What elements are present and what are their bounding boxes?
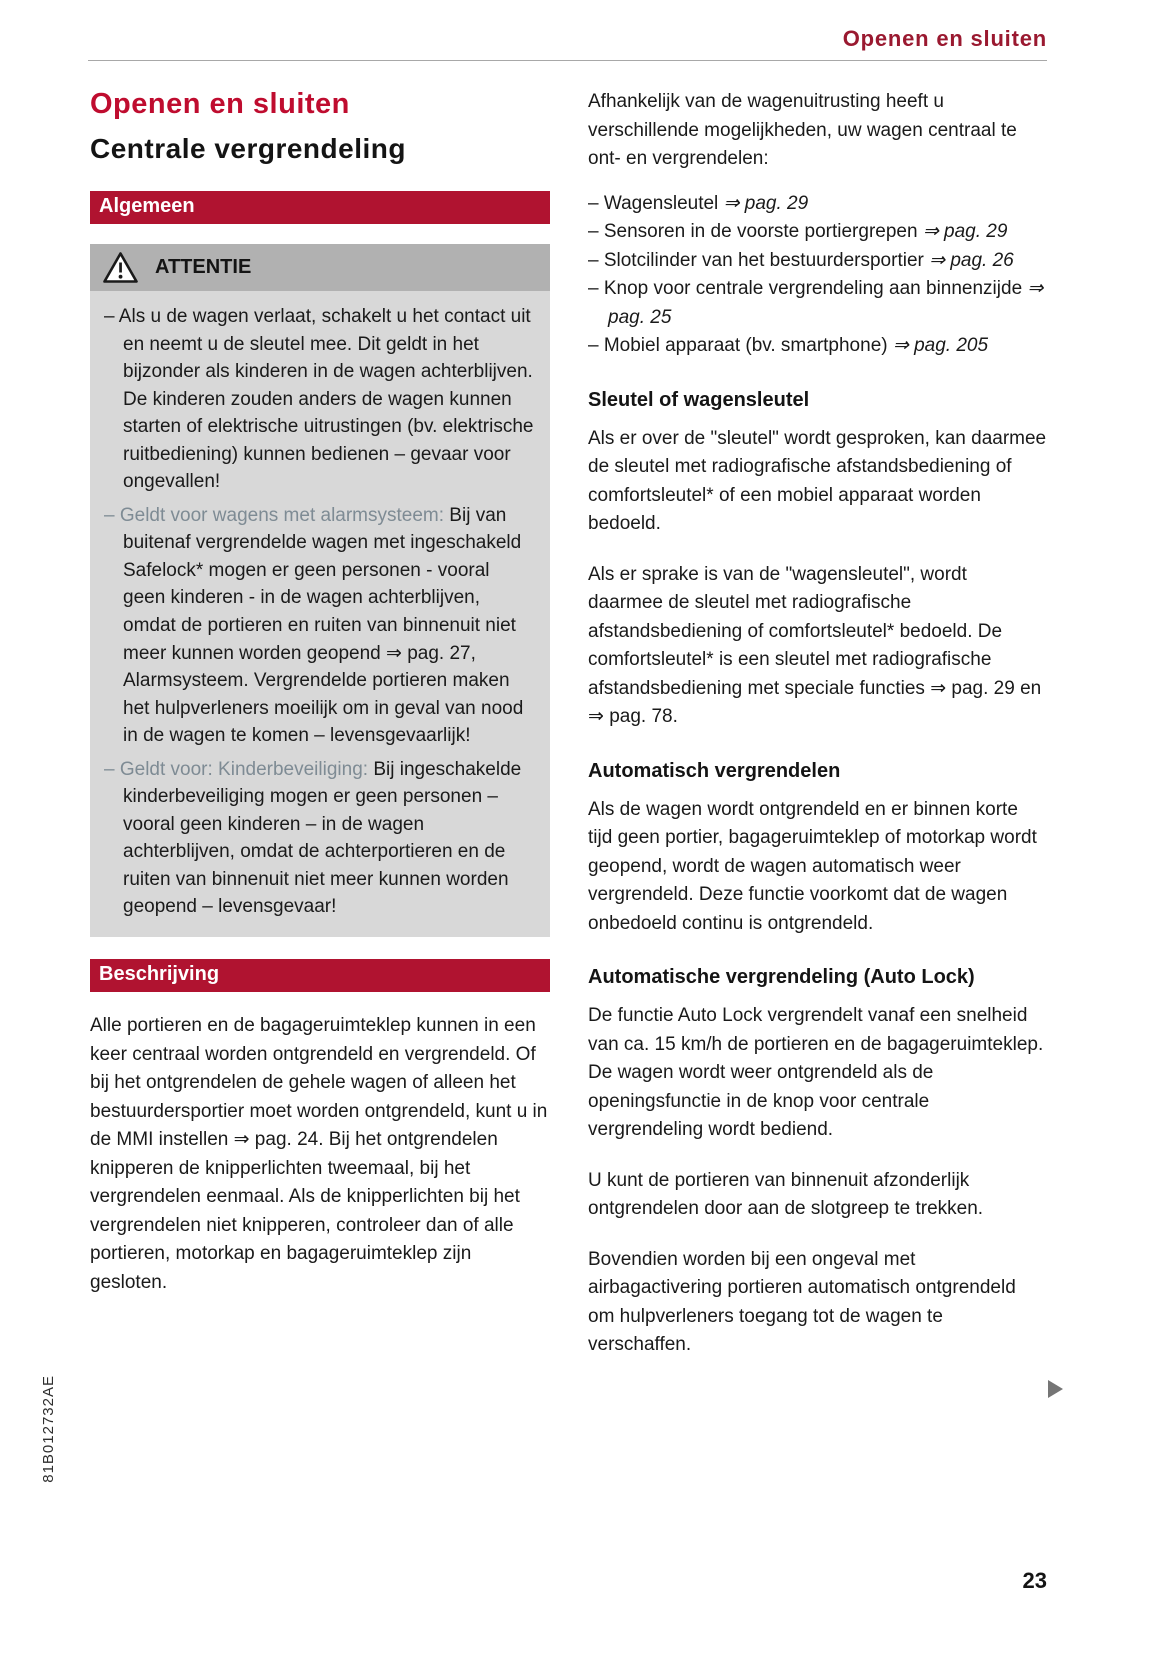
banner-algemeen: Algemeen [90,191,550,224]
section-title: Centrale vergrendeling [90,133,406,164]
list-item [588,332,1047,361]
list-item [588,218,1047,247]
description-paragraph: Alle portieren en de bagageruimteklep kunnen in een keer centraal worden ontgrendeld en vergrendeld. Of bij het ontgrendelen de gehele wagen of alleen het bestuurdersportier moet worden ontgrendeld, kunt u in de MMI instellen ⇒ pag. 24. Bij het ontgrendelen knipperen de knipperlichten tweemaal, bij het vergrendelen eenmaal. Als de knipperlichten bij het vergrendelen niet knipperen, controleer dan of alle portieren, motorkap en bagageruimteklep zijn gesloten. [90,1015,548,1293]
list-item-label: – Slotcilinder van het bestuurdersportier [588,249,924,271]
left-column [90,88,550,1382]
attention-bullet [104,756,534,921]
paragraph: Bovendien worden bij een ongeval met airbagactivering portieren automatisch ontgrendeld om hulpverleners toegang tot de wagen te verschaffen. [588,1248,1016,1355]
intro-paragraph: Afhankelijk van de wagenuitrusting heeft u verschillende mogelijkheden, uw wagen centraal te ont- en vergrendelen: [588,91,1017,169]
continuation-arrow-icon [1048,1380,1063,1398]
bullet-lead: – Geldt voor wagens met alarmsysteem: [104,504,445,526]
attention-body [90,291,550,937]
page-reference: ⇒ pag. 25 [608,278,1044,328]
subheading-auto-lock: Automatische vergrendeling (Auto Lock) [588,966,975,988]
list-item-label: – Mobiel apparaat (bv. smartphone) [588,335,888,356]
list-item-label: – Knop voor centrale vergrendeling aan binnenzijde [588,278,1023,299]
page-reference: ⇒ pag. 29 [922,221,1008,242]
header-divider [88,60,1047,61]
page-reference: ⇒ pag. 205 [892,335,989,356]
running-header: Openen en sluiten [842,26,1047,51]
list-item-label: – Wagensleutel [588,192,719,214]
bullet-text: Bij van buitenaf vergrendelde wagen met ingeschakeld Safelock* mogen er geen personen - vooral geen kinderen - in de wagen achterblijven, omdat de portieren en ruiten van binnenuit niet meer kunnen worden geopend ⇒ pag. 27, Alarmsysteem. Vergrendelde portieren maken het hulpverleners moeilijk om in geval van nood in de wagen te komen – levensgevaarlijk! [123,504,524,747]
warning-triangle-icon [102,251,139,284]
paragraph: Als de wagen wordt ontgrendeld en er binnen korte tijd geen portier, bagageruimteklep of motorkap wordt geopend, wordt de wagen automatisch weer vergrendeld. Deze functie voorkomt dat de wagen onbedoeld continu is ontgrendeld. [588,798,1037,934]
attention-box [90,244,550,937]
list-item-label: – Sensoren in de voorste portiergrepen [588,221,918,242]
document-code: 81B012732AE [40,1375,57,1483]
bullet-text: Bij ingeschakelde kinderbeveiliging mogen er geen personen – vooral geen kinderen – in de wagen achterblijven, omdat de achterportieren en de ruiten van binnenuit niet meer kunnen worden geopend – levensgevaar! [123,758,522,918]
bullet-text: – Als u de wagen verlaat, schakelt u het contact uit en neemt u de sleutel mee. Dit geldt in het bijzonder als kinderen in de wagen achterblijven. De kinderen zouden anders de wagen kunnen starten of elektrische uitrustingen (bv. elektrische ruitbediening) kunnen bedienen – gevaar voor ongevallen! [104,306,534,493]
page-number: 23 [1022,1568,1047,1593]
list-item [588,247,1047,276]
attention-header [90,244,550,291]
page-reference: ⇒ pag. 26 [929,249,1014,271]
paragraph: U kunt de portieren van binnenuit afzonderlijk ontgrendelen door aan de slotgreep te trekken. [588,1169,984,1219]
paragraph: Als er over de "sleutel" wordt gesproken, kan daarmee de sleutel met radiografische afstandsbediening of comfortsleutel* of een mobiel apparaat worden bedoeld. [588,427,1047,534]
bullet-lead: – Geldt voor: Kinderbeveiliging: [104,758,369,780]
paragraph: Als er sprake is van de "wagensleutel", wordt daarmee de sleutel met radiografische afstandsbediening of comfortsleutel* bedoeld. De comfortsleutel* is een sleutel met radiografische afstandsbediening met speciale functies ⇒ pag. 29 en ⇒ pag. 78. [588,563,1042,727]
attention-title: ATTENTIE [155,256,252,278]
attention-bullet [104,502,534,750]
unlock-options-list [588,190,1047,361]
chapter-title: Openen en sluiten [90,88,350,120]
banner-beschrijving: Beschrijving [90,959,550,992]
page-reference: ⇒ pag. 29 [723,192,809,214]
attention-bullet [104,303,534,496]
right-column [588,88,1047,1382]
subheading-sleutel: Sleutel of wagensleutel [588,388,810,411]
list-item [588,275,1047,332]
subheading-automatisch-vergrendelen: Automatisch vergrendelen [588,759,841,782]
list-item [588,190,1047,219]
paragraph: De functie Auto Lock vergrendelt vanaf een snelheid van ca. 15 km/h de portieren en de bagageruimteklep. De wagen wordt weer ontgrendeld als de openingsfunctie in de knop voor centrale vergrendeling wordt bediend. [588,1005,1044,1140]
